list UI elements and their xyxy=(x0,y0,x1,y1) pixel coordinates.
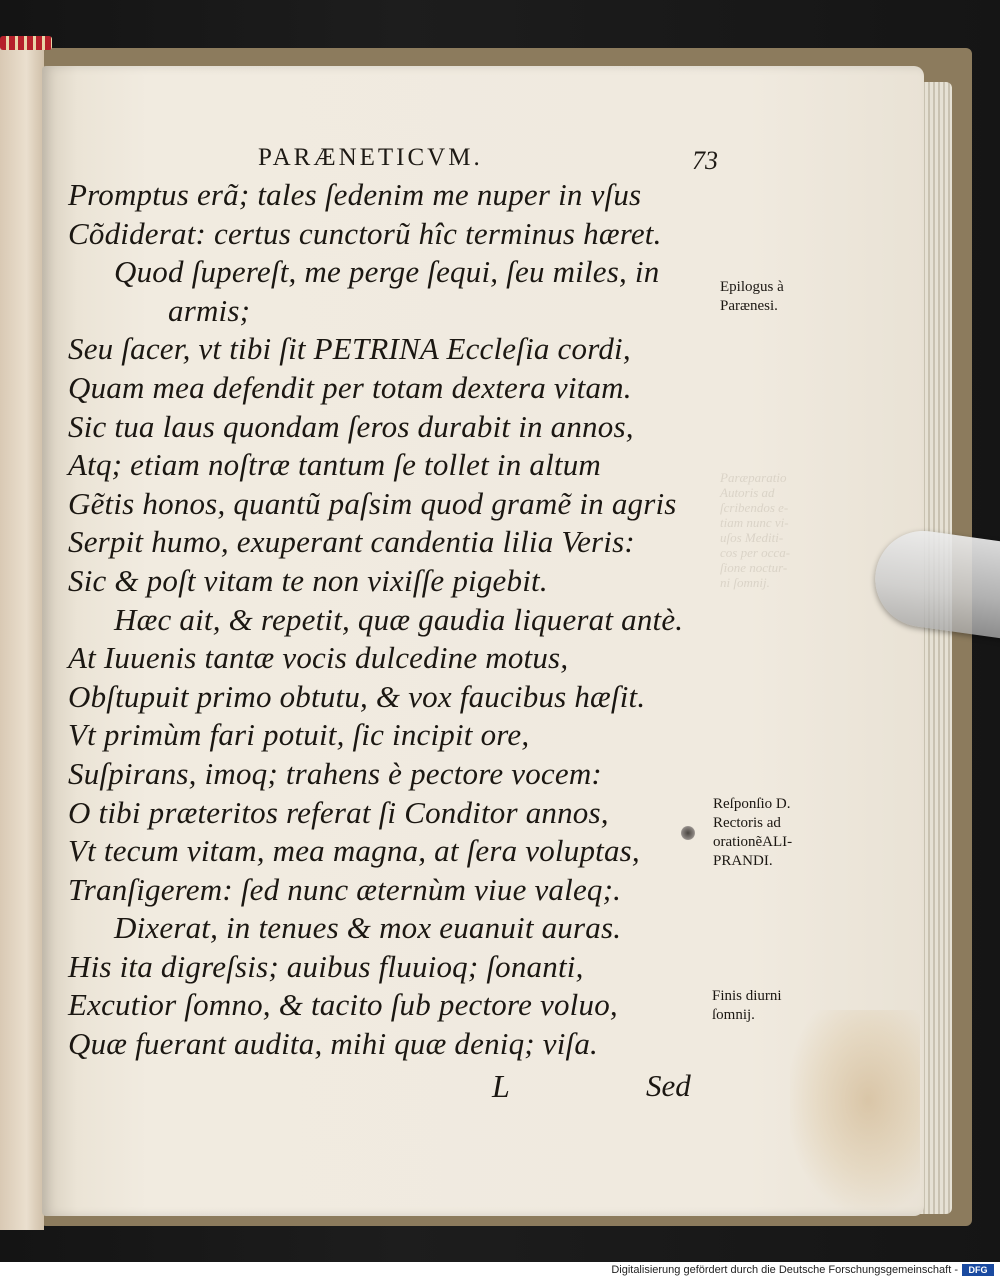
verse-line: Vt primùm fari potuit, ſic incipit ore, xyxy=(68,717,530,753)
ink-blot xyxy=(681,826,695,840)
marginal-line: PRANDI. xyxy=(713,853,773,869)
verse-line: Obſtupuit primo obtutu, & vox faucibus hæſit. xyxy=(68,678,646,714)
verse-line: Quod ſupereſt, me perge ſequi, ſeu miles, in xyxy=(114,254,660,290)
verse-line: Dixerat, in tenues & mox euanuit auras. xyxy=(114,910,622,946)
funding-credit: Digitalisierung gefördert durch die Deutsche Forschungsgemeinschaft - xyxy=(611,1264,958,1276)
facing-page-edge xyxy=(0,40,44,1230)
bleed-line: Paræparatio xyxy=(720,470,787,485)
footer-bar xyxy=(0,1262,1000,1279)
verse-line: Cõdiderat: certus cunctorũ hîc terminus hæret. xyxy=(68,215,662,251)
verse-line: Quam mea defendit per totam dextera vitam. xyxy=(68,369,632,405)
marginal-line: orationẽALI- xyxy=(713,834,793,850)
bleed-line: ſione noctur- xyxy=(720,560,788,575)
bleed-line: ſcribendos e- xyxy=(720,500,789,515)
page-number: 73 xyxy=(692,146,718,175)
verse-line: Sic & poſt vitam te non vixiſſe pigebit. xyxy=(68,562,548,598)
marginal-line: Rectoris ad xyxy=(713,815,781,831)
marginal-note-responsio xyxy=(713,795,792,871)
verse-line: Excutior ſomno, & tacito ſub pectore voluo, xyxy=(68,987,618,1023)
verse-line: Hæc ait, & repetit, quæ gaudia liquerat antè. xyxy=(114,601,684,637)
verse-line: armis; xyxy=(168,292,251,328)
verse-line: Suſpirans, imoq; trahens è pectore vocem: xyxy=(68,755,602,791)
marginal-line: Reſponſio D. xyxy=(713,796,791,812)
verse-line: Sic tua laus quondam ſeros durabit in annos, xyxy=(68,408,634,444)
marginal-line: Epilogus à xyxy=(720,279,784,295)
bleed-line: tiam nunc vi- xyxy=(720,515,789,530)
marginal-note-epilogus xyxy=(720,278,784,316)
running-header xyxy=(258,140,718,176)
running-head: PARÆNETICVM. xyxy=(258,144,483,171)
foxing-stain xyxy=(790,1010,920,1210)
verse-line: Serpit humo, exuperant candentia lilia Veris: xyxy=(68,524,635,560)
signature-mark: L xyxy=(492,1067,510,1104)
verse-line: Vt tecum vitam, mea magna, at ſera voluptas, xyxy=(68,833,640,869)
bleed-line: cos per occa- xyxy=(720,545,791,560)
bleed-line: ni ſomnij. xyxy=(720,575,770,590)
bleedthrough-text xyxy=(720,470,830,650)
marginal-note-finis xyxy=(712,987,782,1025)
verse-line: Atq; etiam noſtræ tantum ſe tollet in altum xyxy=(68,447,601,483)
verse-block xyxy=(68,176,718,1112)
marginal-line: Parænesi. xyxy=(720,298,778,314)
catchword: Sed xyxy=(646,1067,691,1103)
bleed-line: Autoris ad xyxy=(720,485,775,500)
verse-line: Promptus erã; tales ſedenim me nuper in vſus xyxy=(68,177,642,212)
marginal-line: ſomnij. xyxy=(712,1007,755,1023)
verse-line: Quæ fuerant audita, mihi quæ deniq; viſa. xyxy=(68,1026,599,1062)
dfg-logo: DFG xyxy=(962,1264,994,1276)
verse-line: Seu ſacer, vt tibi ſit PETRINA Eccleſia cordi, xyxy=(68,331,631,367)
verse-line: Gẽtis honos, quantũ paſsim quod gramẽ in agris xyxy=(68,485,677,521)
bleed-line: uſos Mediti- xyxy=(720,530,784,545)
verse-line: Tranſigerem: ſed nunc æternùm viue valeq;. xyxy=(68,871,622,907)
catchword-row xyxy=(68,1068,718,1112)
headband xyxy=(0,36,52,50)
marginal-line: Finis diurni xyxy=(712,988,782,1004)
verse-line: At Iuuenis tantæ vocis dulcedine motus, xyxy=(68,640,569,676)
verse-line: His ita digreſsis; auibus fluuioq; ſonanti, xyxy=(68,948,584,984)
verse-line: O tibi præteritos referat ſi Conditor annos, xyxy=(68,794,609,830)
